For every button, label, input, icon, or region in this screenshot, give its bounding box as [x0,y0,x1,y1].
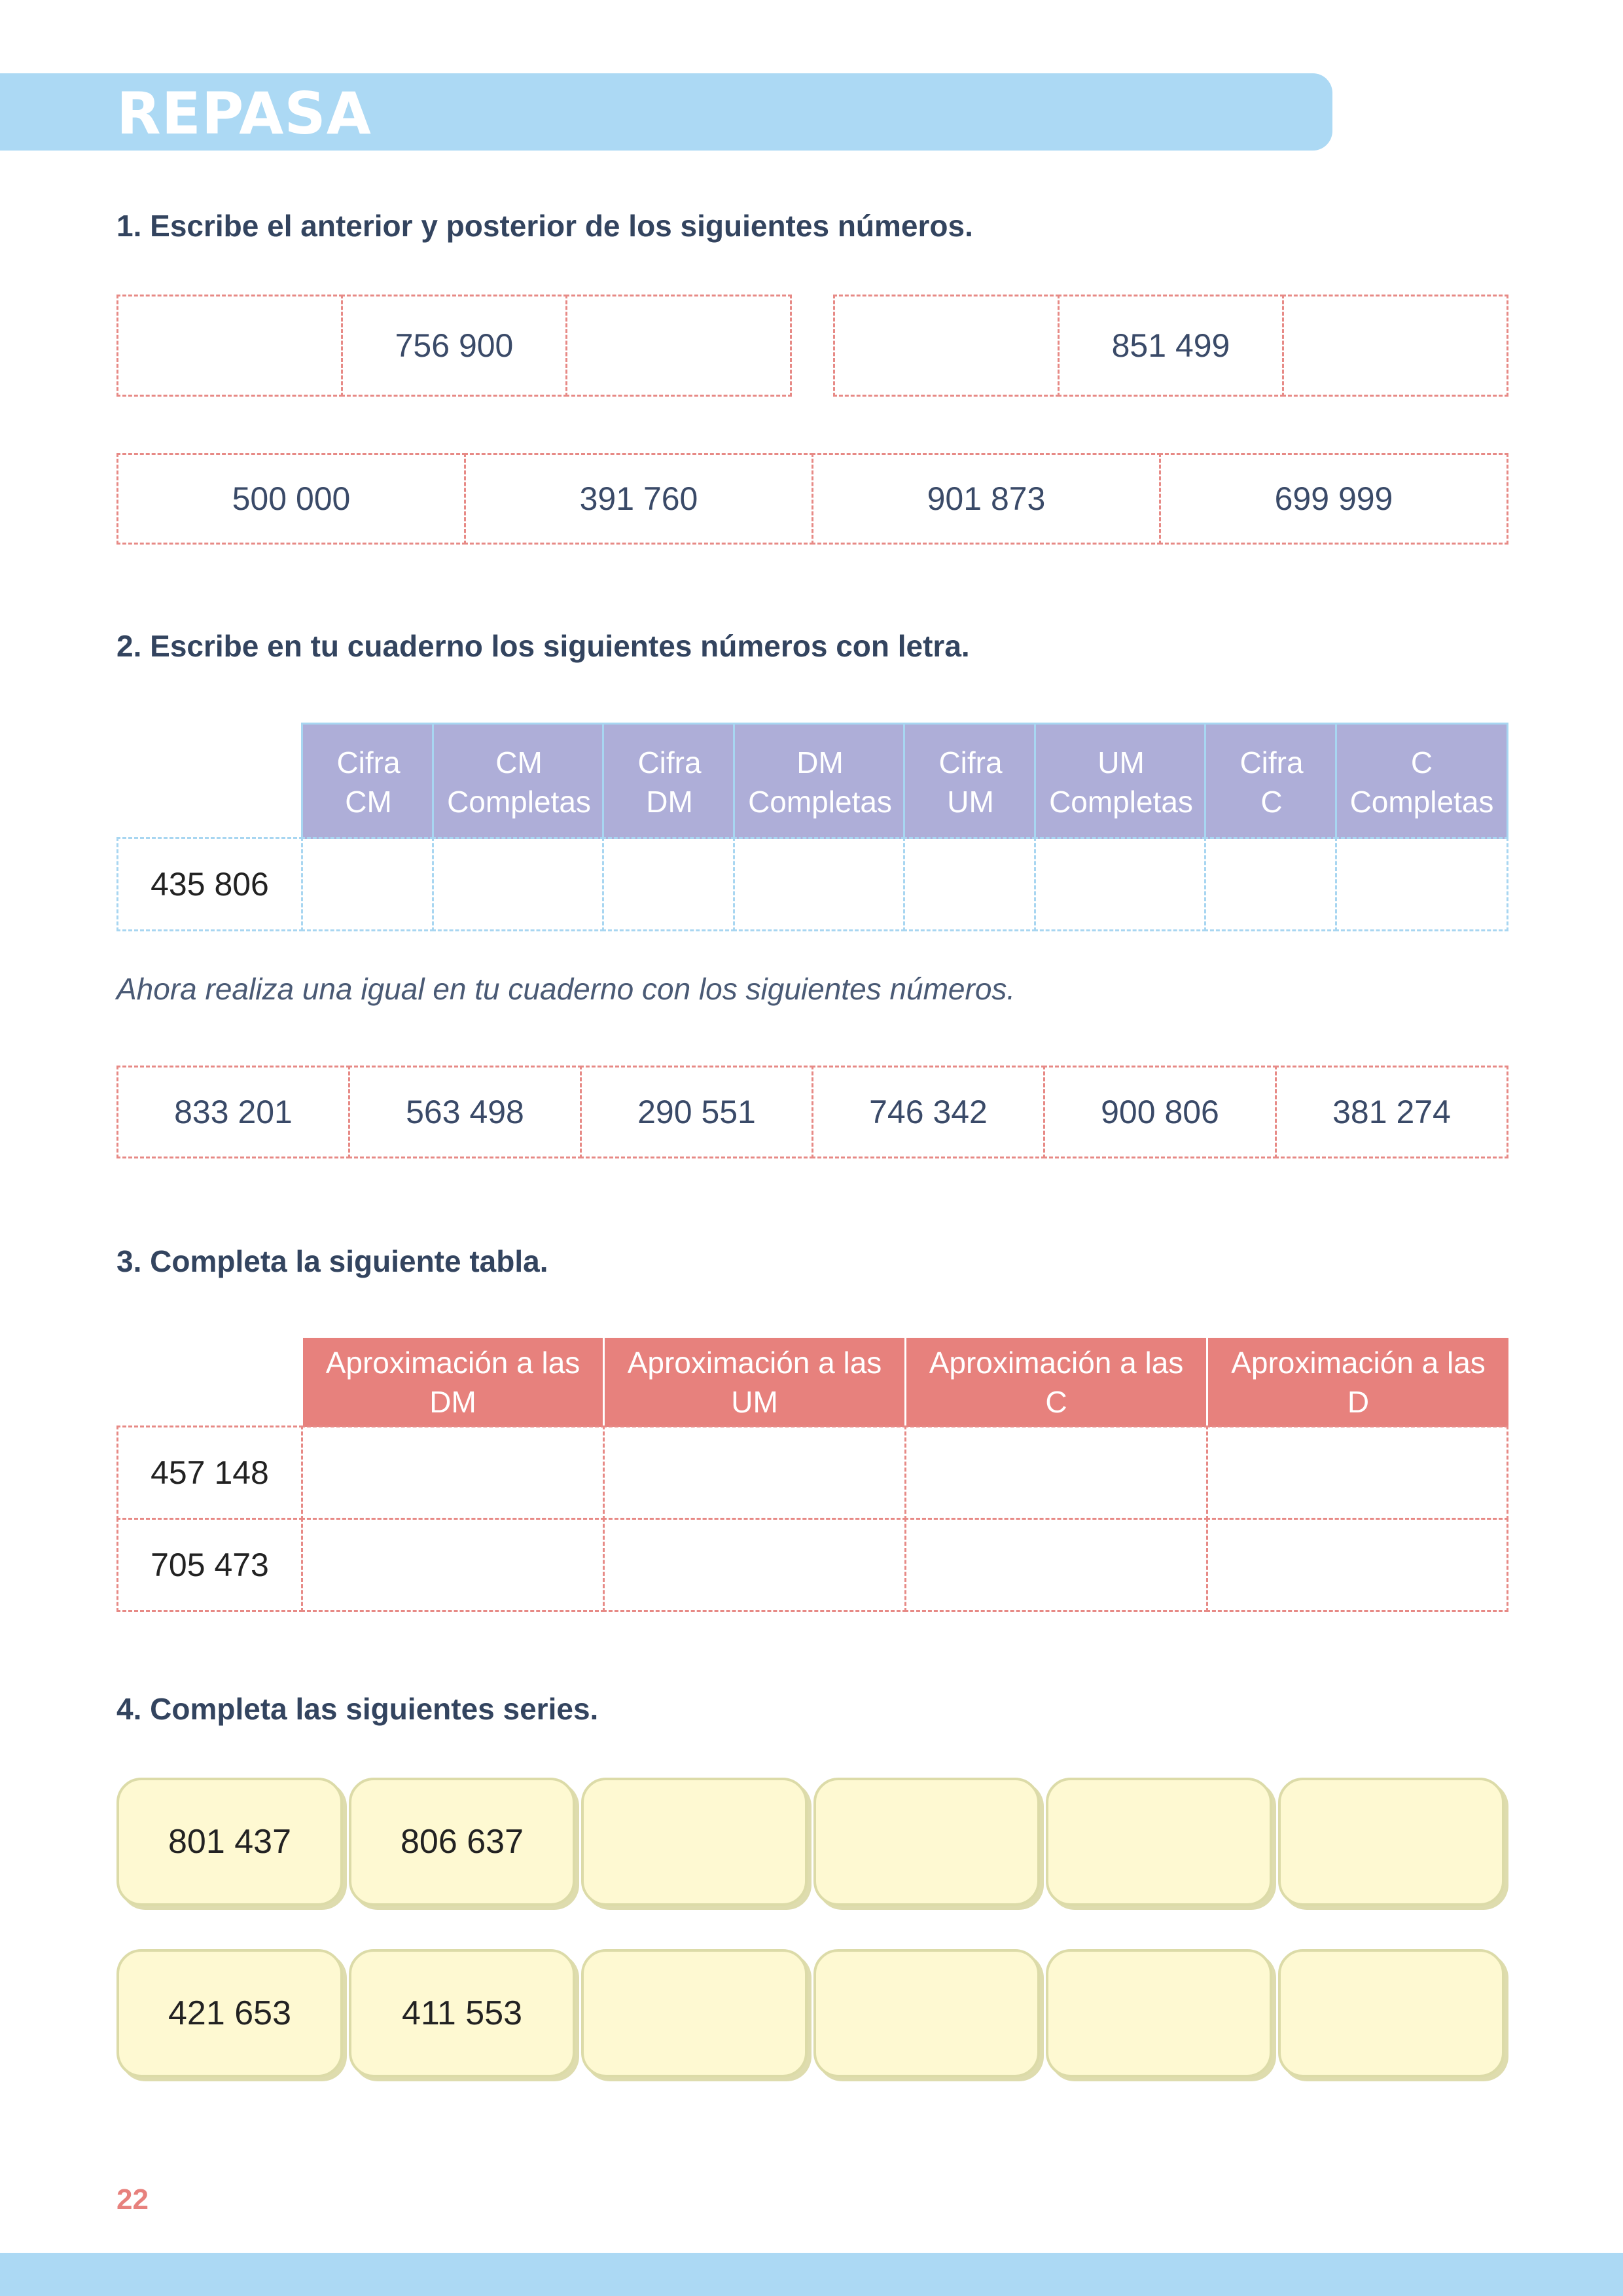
table-header: DM Completas [733,723,905,839]
number-cell: 833 201 [116,1066,350,1158]
answer-cell[interactable] [733,837,905,931]
series-answer-box[interactable] [1278,1778,1505,1906]
table-header: Aproximación a las C [904,1338,1206,1427]
answer-cell[interactable] [1204,837,1337,931]
table-header: C Completas [1335,723,1508,839]
series-answer-box[interactable] [1046,1778,1272,1906]
table-header: Aproximación a las D [1206,1338,1508,1427]
table-header: Aproximación a las DM [301,1338,603,1427]
table-header: Cifra C [1204,723,1337,839]
series-box: 411 553 [349,1949,575,2077]
predecessor-box-b[interactable] [833,295,1060,397]
series-box: 806 637 [349,1778,575,1906]
answer-cell[interactable] [602,837,735,931]
number-cell: 563 498 [348,1066,582,1158]
successor-box-b[interactable] [1282,295,1508,397]
number-box-a: 756 900 [341,295,567,397]
exercise-2-heading: 2. Escribe en tu cuaderno los siguientes números con letra. [116,629,970,663]
number-cell: 391 760 [464,453,813,545]
number-cell: 500 000 [116,453,466,545]
answer-cell[interactable] [1206,1426,1508,1520]
footer-bar [0,2253,1623,2296]
table-header: CM Completas [432,723,604,839]
answer-cell[interactable] [301,837,434,931]
exercise-2-note: Ahora realiza una igual en tu cuaderno con los siguientes números. [116,972,1016,1006]
series-answer-box[interactable] [581,1949,808,2077]
answer-cell[interactable] [1034,837,1206,931]
series-answer-box[interactable] [1046,1949,1272,2077]
section-banner [0,73,1332,151]
answer-cell[interactable] [904,1426,1208,1520]
series-answer-box[interactable] [1278,1949,1505,2077]
row-label: 457 148 [116,1426,303,1520]
series-box: 801 437 [116,1778,343,1906]
successor-box-a[interactable] [565,295,792,397]
table-header: Cifra DM [602,723,735,839]
answer-cell[interactable] [301,1426,605,1520]
answer-cell[interactable] [432,837,604,931]
number-cell: 901 873 [812,453,1161,545]
exercise-1-heading: 1. Escribe el anterior y posterior de los siguientes números. [116,209,973,243]
answer-cell[interactable] [603,1426,906,1520]
table-header: Aproximación a las UM [603,1338,904,1427]
answer-cell[interactable] [1335,837,1508,931]
answer-cell[interactable] [301,1518,605,1612]
series-box: 421 653 [116,1949,343,2077]
number-box-b: 851 499 [1058,295,1284,397]
table-header: Cifra UM [903,723,1036,839]
row-label: 435 806 [116,837,303,931]
predecessor-box-a[interactable] [116,295,343,397]
number-cell: 699 999 [1159,453,1508,545]
answer-cell[interactable] [904,1518,1208,1612]
number-cell: 900 806 [1043,1066,1277,1158]
series-answer-box[interactable] [813,1778,1040,1906]
page-number: 22 [116,2183,149,2215]
banner-title: REPASA [116,80,372,147]
number-cell: 746 342 [812,1066,1045,1158]
table-header: UM Completas [1034,723,1206,839]
answer-cell[interactable] [903,837,1036,931]
number-cell: 381 274 [1275,1066,1508,1158]
table-header: Cifra CM [301,723,434,839]
number-cell: 290 551 [580,1066,813,1158]
series-answer-box[interactable] [813,1949,1040,2077]
series-answer-box[interactable] [581,1778,808,1906]
answer-cell[interactable] [603,1518,906,1612]
exercise-4-heading: 4. Completa las siguientes series. [116,1692,599,1726]
row-label: 705 473 [116,1518,303,1612]
answer-cell[interactable] [1206,1518,1508,1612]
exercise-3-heading: 3. Completa la siguiente tabla. [116,1244,548,1278]
